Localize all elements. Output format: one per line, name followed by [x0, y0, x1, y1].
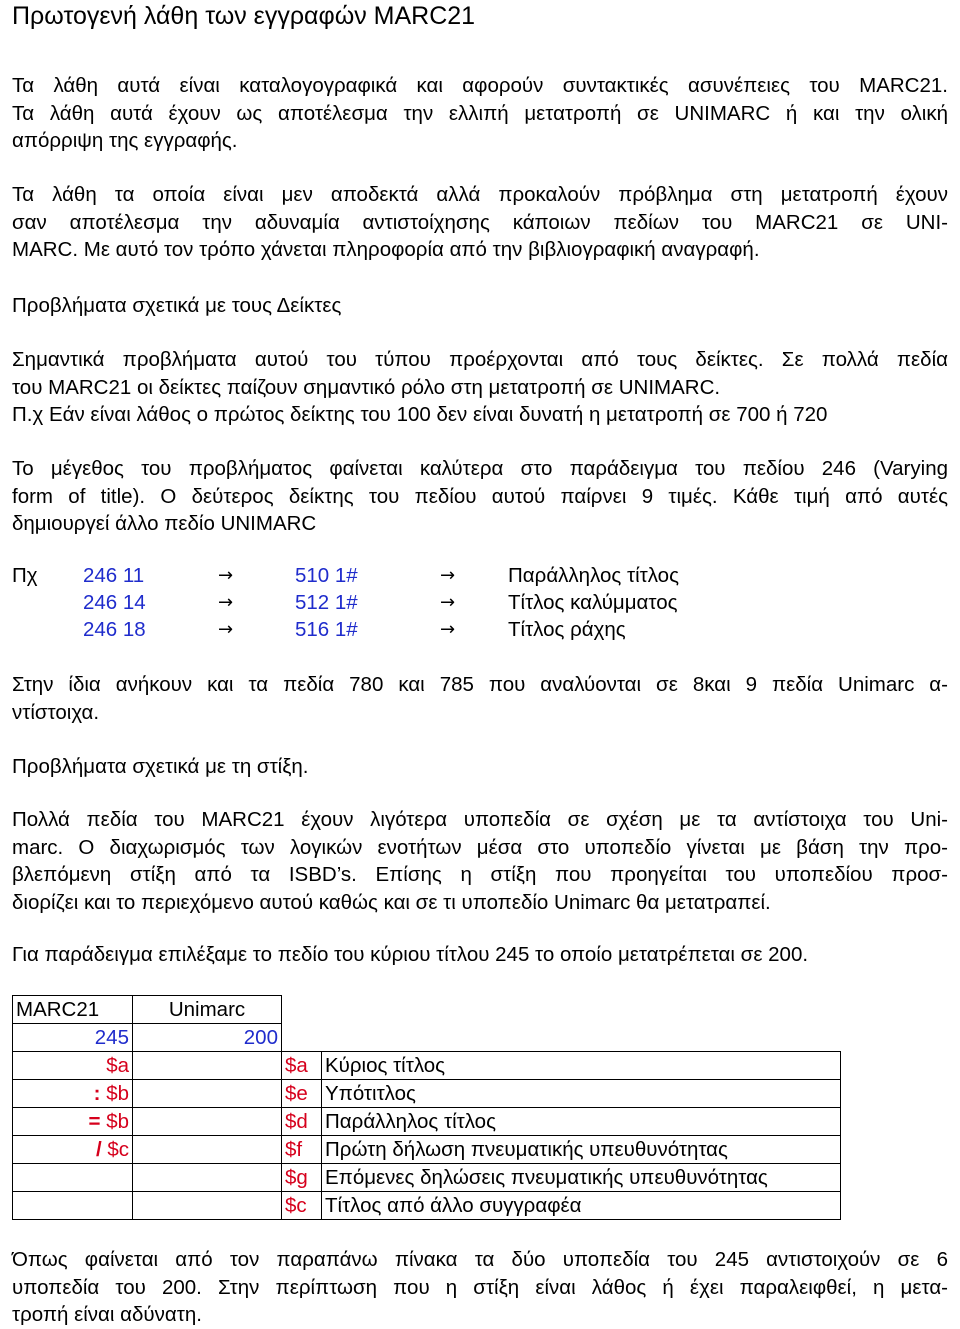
- unimarc-field: 516 1#: [295, 618, 358, 641]
- table-row: [13, 996, 841, 1024]
- arrow-right-icon: →: [218, 565, 234, 586]
- arrow-right-icon: →: [218, 592, 234, 613]
- text-line: δημιουργεί άλλο πεδίο UNIMARC: [12, 512, 317, 535]
- table-cell-unimarc-subfield: $g: [282, 1164, 322, 1192]
- arrow-right-icon: →: [440, 592, 456, 613]
- mapping-table: [12, 995, 841, 1220]
- paragraph-conclusion: [12, 1246, 948, 1329]
- arrow-right-icon: →: [440, 565, 456, 586]
- table-row: [13, 1024, 841, 1052]
- table-row: [13, 1164, 841, 1192]
- arrow-right-icon: →: [440, 619, 456, 640]
- marc-field: 246 18: [83, 618, 146, 641]
- punctuation-mark: =: [88, 1110, 101, 1133]
- text-line: απόρριψη της εγγραφής.: [12, 129, 238, 152]
- table-cell-marc-subfield: $a: [13, 1052, 133, 1080]
- table-cell-unimarc-subfield: $f: [282, 1136, 322, 1164]
- field-description: Τίτλος ράχης: [508, 618, 626, 641]
- table-cell-unimarc-subfield: $a: [282, 1052, 322, 1080]
- text-line: Π.χ Εάν είναι λάθος ο πρώτος δείκτης του 100 δεν είναι δυνατή η μετατροπή σε 700 ή 720: [12, 403, 828, 426]
- text-line: ντίστοιχα.: [12, 700, 100, 724]
- table-row: [13, 1136, 841, 1164]
- table-row: [13, 1192, 841, 1220]
- field-description: Παράλληλος τίτλος: [508, 564, 679, 587]
- paragraph-punctuation: [12, 806, 948, 916]
- example-row: [12, 589, 948, 616]
- table-cell-unimarc-subfield: $e: [282, 1080, 322, 1108]
- paragraph-indicators: [12, 346, 948, 429]
- paragraph-example-intro: Για παράδειγμα επιλέξαμε το πεδίο του κύριου τίτλου 245 το οποίο μετατρέπεται σε 200.: [12, 943, 809, 966]
- paragraph-field-246: [12, 455, 948, 538]
- table-cell-description: Πρώτη δήλωση πνευματικής υπευθυνότητας: [322, 1136, 841, 1164]
- paragraph-accepted-errors: [12, 181, 948, 264]
- text-line: Όπως φαίνεται από τον παραπάνω πίνακα τα δύο υποπεδία του 245 αντιστοιχούν σε 6: [12, 1248, 948, 1271]
- text-line: Σημαντικά προβλήματα αυτού του τύπου προέρχονται από τους δείκτες. Σε πολλά πεδία: [12, 348, 948, 371]
- table-row: [13, 1080, 841, 1108]
- text-line: τροπή είναι αδύνατη.: [12, 1303, 202, 1326]
- page-title: Πρωτογενή λάθη των εγγραφών MARC21: [12, 2, 476, 30]
- example-row: [12, 562, 948, 589]
- example-row: [12, 616, 948, 643]
- table-cell-unimarc-subfield: $c: [282, 1192, 322, 1220]
- punctuation-mark: :: [93, 1082, 101, 1105]
- table-row: [13, 1052, 841, 1080]
- text-line: Πολλά πεδία του MARC21 έχουν λιγότερα υποπεδία σε σχέση με τα αντίστοιχα του Uni-: [12, 808, 948, 831]
- unimarc-field: 510 1#: [295, 564, 358, 587]
- text-line: διορίζει και το περιεχόμενο αυτού καθώς και σε τι υποπεδίο Unimarc θα μετατραπεί.: [12, 890, 771, 914]
- text-line: σαν αποτέλεσμα την αδυναμία αντιστοίχησης κάποιων πεδίων του MARC21 σε UNI-: [12, 210, 948, 234]
- text-line: υποπεδία του 200. Στην περίπτωση που η στίξη είναι λάθος ή έχει παραλειφθεί, η μετα-: [12, 1275, 948, 1299]
- text-line: MARC. Με αυτό τον τρόπο χάνεται πληροφορία από την βιβλιογραφική αναγραφή.: [12, 238, 760, 261]
- marc-field: 246 14: [83, 591, 146, 614]
- table-cell-unimarc-subfield: $d: [282, 1108, 322, 1136]
- table-cell-description: Κύριος τίτλος: [322, 1052, 841, 1080]
- table-header-unimarc: Unimarc: [133, 996, 282, 1024]
- text-line: Στην ίδια ανήκουν και τα πεδία 780 και 785 που αναλύονται σε 8και 9 πεδία Unimarc α-: [12, 673, 948, 696]
- arrow-right-icon: →: [218, 619, 234, 640]
- heading-punctuation: Προβλήματα σχετικά με τη στίξη.: [12, 755, 309, 778]
- marc-field: 246 11: [83, 564, 145, 587]
- heading-indicators: Προβλήματα σχετικά με τους Δείκτες: [12, 294, 342, 317]
- text-line: Τα λάθη αυτά έχουν ως αποτέλεσμα την ελλιπή μετατροπή σε UNIMARC ή και την ολική: [12, 101, 948, 125]
- text-line: του MARC21 οι δείκτες παίζουν σημαντικό ρόλο στη μετατροπή σε UNIMARC.: [12, 375, 721, 399]
- unimarc-field: 512 1#: [295, 591, 358, 614]
- table-cell-marc-subfield: : $b: [13, 1080, 133, 1108]
- table-cell-description: Τίτλος από άλλο συγγραφέα: [322, 1192, 841, 1220]
- text-line: Τα λάθη τα οποία είναι μεν αποδεκτά αλλά προκαλούν πρόβλημα στη μετατροπή έχουν: [12, 183, 948, 206]
- text-line: form of title). Ο δεύτερος δείκτης του πεδίου αυτού παίρνει 9 τιμές. Κάθε τιμή από αυτές: [12, 484, 948, 508]
- paragraph-intro: [12, 72, 948, 155]
- text-line: Το μέγεθος του προβλήματος φαίνεται καλύτερα στο παράδειγμα του πεδίου 246 (Varying: [12, 457, 948, 480]
- table-cell-marc-subfield: / $c: [13, 1136, 133, 1164]
- table-cell-description: Υπότιτλος: [322, 1080, 841, 1108]
- table-cell-description: Επόμενες δηλώσεις πνευματικής υπευθυνότητας: [322, 1164, 841, 1192]
- field-description: Τίτλος καλύμματος: [508, 591, 678, 614]
- text-line: βλεπόμενη στίξη από τα ISBD’s. Επίσης η στίξη που προηγείται του υποπεδίου προσ-: [12, 863, 948, 886]
- example-prefix: Πχ: [12, 564, 38, 587]
- punctuation-mark: /: [95, 1138, 102, 1161]
- table-cell-marc-field: 245: [13, 1024, 133, 1052]
- text-line: Τα λάθη αυτά είναι καταλογογραφικά και αφορούν συντακτικές ασυνέπειες του MARC21.: [12, 74, 948, 97]
- table-row: [13, 1108, 841, 1136]
- text-line: marc. Ο διαχωρισμός των λογικών ενοτήτων μέσα στο υποπεδίο γίνεται με βάση την προ-: [12, 835, 948, 859]
- table-cell-description: Παράλληλος τίτλος: [322, 1108, 841, 1136]
- table-cell-unimarc-field: 200: [133, 1024, 282, 1052]
- paragraph-fields-780-785: [12, 671, 948, 726]
- table-header-marc21: MARC21: [13, 996, 133, 1024]
- table-cell-marc-subfield: = $b: [13, 1108, 133, 1136]
